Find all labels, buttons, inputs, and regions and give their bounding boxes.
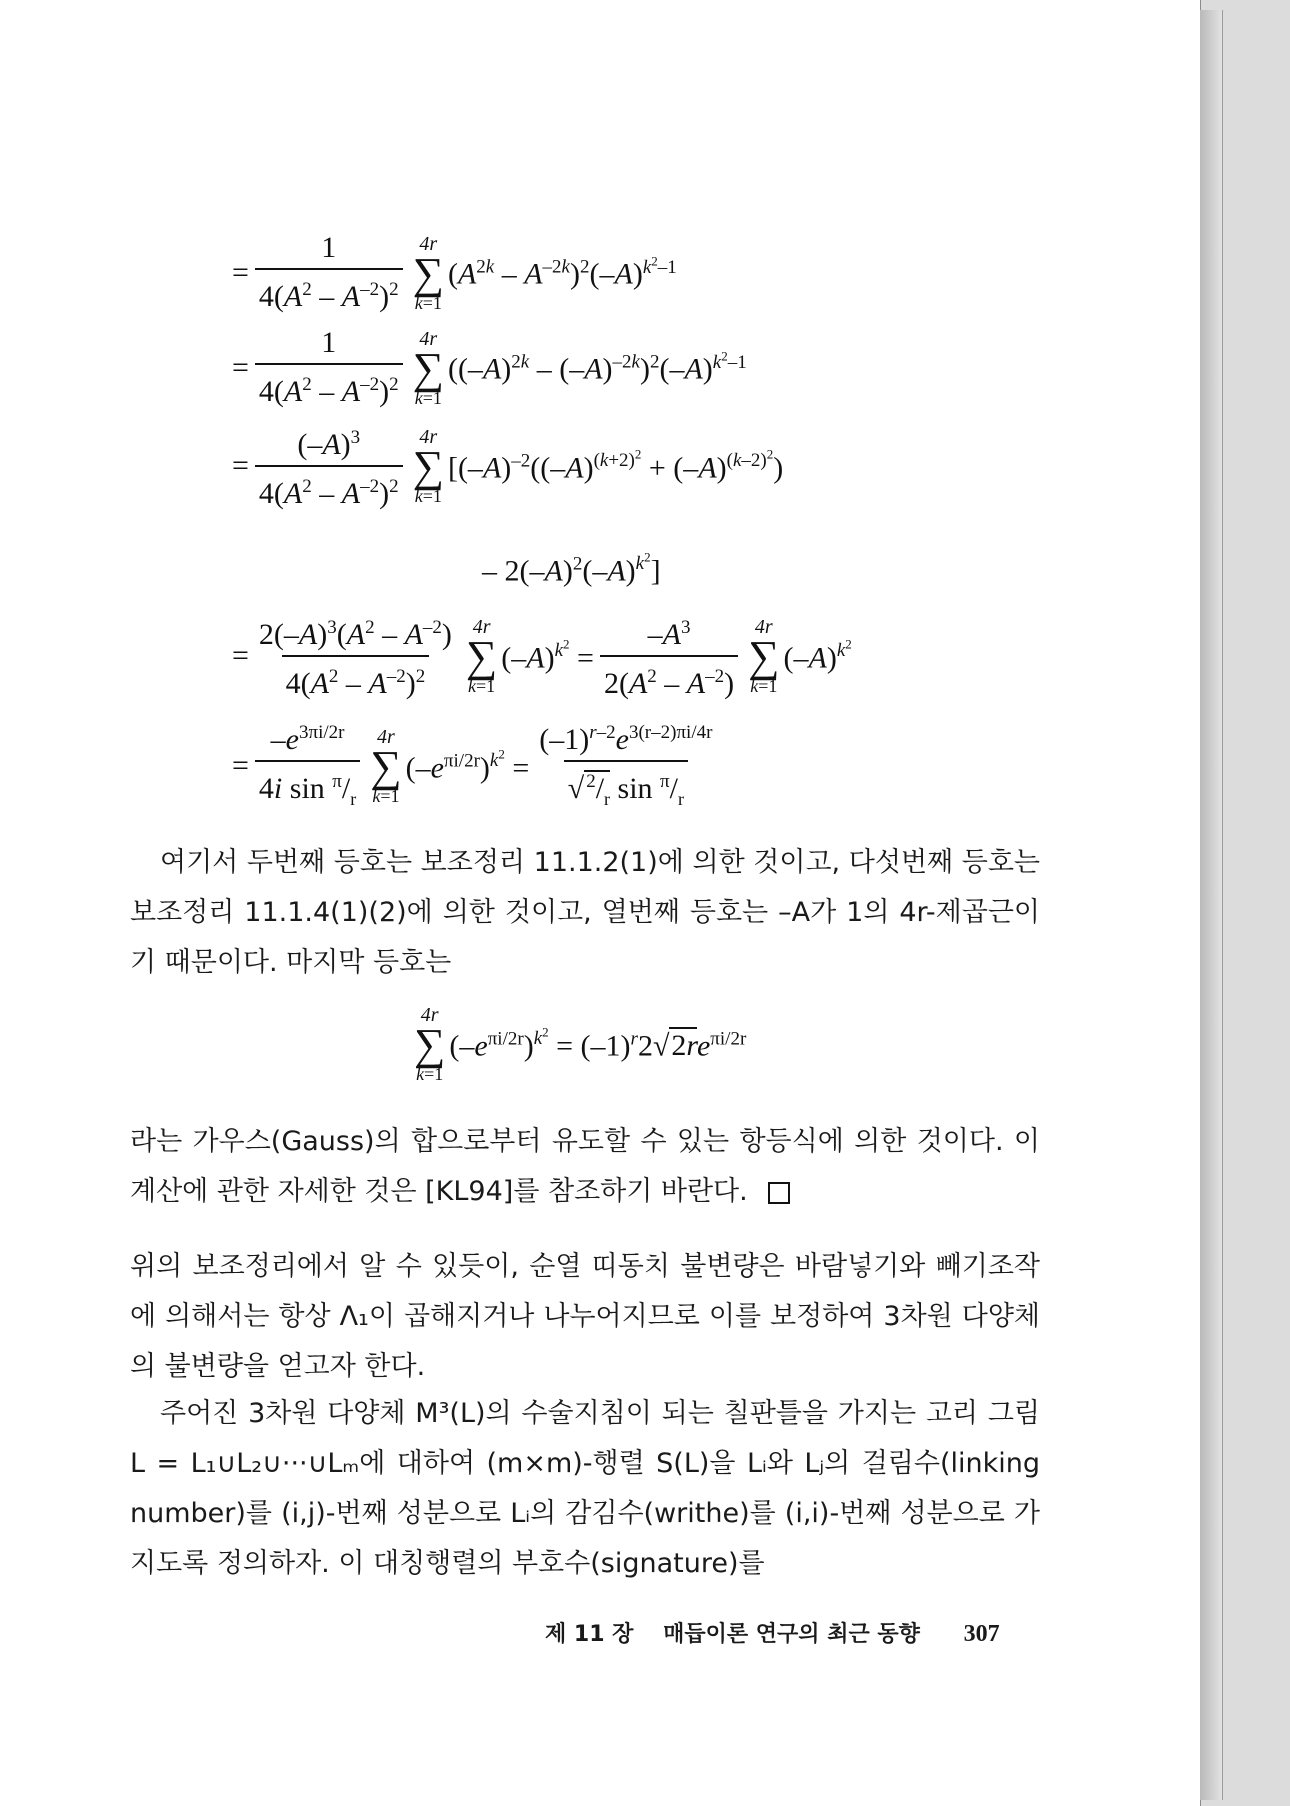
footer-chapter: 제 11 장: [545, 1622, 634, 1647]
equation-line-3: = $\frac{(-A)^3}{4(A^2 - A^{-2})^2}$ 4r ∑ k=1 [$(-A)^{-2}((-A)^{(k+2)^2} + (-A)^{(k-2)^2})$: [232, 418, 783, 514]
paragraph-2-text: 라는 가우스(Gauss)의 합으로부터 유도할 수 있는 항등식에 의한 것이다. 이 계산에 관한 자세한 것은 [KL94]를 참조하기 바란다.: [130, 1126, 1040, 1207]
equation-line-6: = $\frac{-e^{3\pi i/2r}}{4i \sin ^\pi/_r}$ 4r ∑ k=1 $(-e^{\pi i/2r})^{k^2}$ = $\frac{(-1)^{r-2}e^{3(r-2)\pi i/4r}}{√ ^2/_r \sin ^\pi/_r}$: [232, 713, 722, 819]
paragraph-4-text: 주어진 3차원 다양체 M³(L)의 수술지침이 되는 칠판틀을 가지는 고리 그림 L = L₁∪L₂∪···∪Lₘ에 대하여 (m×m)-행렬 S(L)을 Lᵢ와 Lⱼ의 걸림수(linking number)를 (i,j)-번째 성분으로 Lᵢ의 감김수(writhe)를 (i,i)-번째 성분으로 가지도록 정의하자. 이 대칭행렬의 부호수(signature)를: [130, 1398, 1041, 1579]
footer-title: 매듭이론 연구의 최근 동향: [663, 1622, 920, 1647]
paragraph-2-wrap: [130, 1117, 1040, 1217]
equation-line-5: = $\frac{2(-A)^3(A^2 - A^{-2})}{4(A^2 - A^{-2})^2}$ 4r ∑ k=1 $(-A)^{k^2}$ = $\frac{-A^3}{2(A^2 - A^{-2})}$ 4r ∑ k=1 $(-A)^{k^2}$: [232, 608, 852, 704]
equation-line-4: – $2(-A)^2(-A)^{k^2}$]: [482, 550, 661, 588]
page-number: 307: [963, 1621, 1000, 1647]
paragraph-1: [130, 838, 1040, 988]
gauss-sum-line: 4r ∑ k=1 $(-e^{\pi i/2r})^{k^2} = (-1)^r2√2re^{\pi i/2r}$: [414, 1004, 747, 1084]
paragraph-3: [130, 1242, 1040, 1392]
page-edge-shadow: [1200, 10, 1223, 1800]
paragraph-4: [130, 1389, 1040, 1589]
qed-box-icon: [768, 1182, 790, 1204]
paragraph-3-text: 위의 보조정리에서 알 수 있듯이, 순열 띠동치 불변량은 바람넣기와 빼기조작에 의해서는 항상 Λ₁이 곱해지거나 나누어지므로 이를 보정하여 3차원 다양체의 불변량을 얻고자 한다.: [130, 1251, 1040, 1382]
equation-line-2: = $\frac{1}{4(A^2 - A^{-2})^2}$ 4r ∑ k=1 $((-A)^{2k} - (-A)^{-2k})^2(-A)^{k^2-1}$: [232, 323, 747, 412]
running-footer: [545, 1617, 1000, 1648]
paragraph-1-text: 여기서 두번째 등호는 보조정리 11.1.2(1)에 의한 것이고, 다섯번째 등호는 보조정리 11.1.4(1)(2)에 의한 것이고, 열번째 등호는 –A가 1의 4r-제곱근이기 때문이다. 마지막 등호는: [130, 847, 1040, 978]
paragraph-2: [130, 1117, 1040, 1217]
equation-line-1: = $\frac{1}{4(A^2 - A^{-2})^2}$ 4r ∑ k=1 $(A^{2k} - A^{-2k})^2(-A)^{k^2-1}$: [232, 228, 677, 317]
